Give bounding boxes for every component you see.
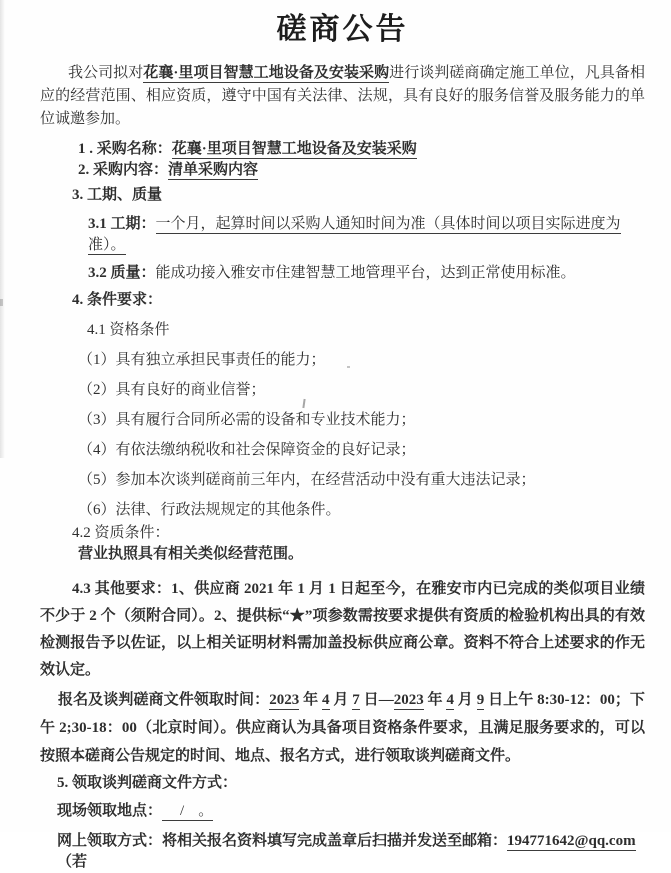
heading-duration-quality: 3. 工期、质量: [72, 187, 163, 203]
onsite-pickup-period: 。: [198, 803, 214, 819]
online-pickup-line: [57, 831, 645, 873]
quality-label: 3.2 质量：: [88, 265, 156, 281]
item-number: 1 .: [78, 141, 97, 157]
item-purchase-content: [78, 160, 645, 181]
registration-separator: 月: [453, 692, 477, 708]
online-pickup-label: 网上领取方式：: [57, 833, 163, 849]
qualification-item-6: （6）法律、行政法规规定的其他条件。: [78, 502, 341, 518]
qualification-item-5: （5）参加本次谈判磋商前三年内，在经营活动中没有重大违法记录；: [78, 472, 536, 488]
item-purchase-name: [78, 139, 645, 160]
online-pickup-suffix: （若: [57, 854, 88, 870]
purchase-content-value: 清单采购内容: [168, 162, 259, 178]
registration-paragraph: [40, 686, 645, 770]
purchase-content-label: 采购内容：: [93, 162, 169, 178]
duration-value: 一个月，起算时间以采购人通知时间为准（具体时间以项目实际进度为准）。: [88, 216, 621, 253]
registration-separator: 年: [299, 692, 322, 708]
registration-rest-text: 日上午 8:30-12：00；下午 2;30-18：00（北京时间）。供应商认为具备项目资格条件要求，且满足服务要求的，可以按照本磋商公告规定的时间、地点、报名方式，进行领取谈判磋商文件。: [40, 692, 645, 764]
qualification-item-2: （2）具有良好的商业信誉；: [78, 382, 266, 398]
qualification-item-4: （4）有依法缴纳税收和社会保障资金的良好记录；: [78, 442, 416, 458]
registration-day-end: 9: [476, 692, 485, 708]
intro-pre-text: 我公司拟对: [68, 65, 144, 81]
heading-conditions: 4. 条件要求：: [72, 292, 163, 308]
qualification-item-1: （1）具有独立承担民事责任的能力；: [78, 352, 326, 368]
heading-pickup-method: 5. 领取谈判磋商文件方式：: [57, 775, 238, 791]
online-pickup-text: 将相关报名资料填写完成盖章后扫描并发送至邮箱：: [162, 833, 508, 849]
scan-speck: [0, 299, 3, 306]
registration-label: 报名及谈判磋商文件领取时间：: [58, 692, 270, 708]
registration-day-start: 7: [352, 692, 360, 708]
qualification-item-3: （3）具有履行合同所必需的设备和专业技术能力；: [78, 412, 416, 428]
registration-year-start: 2023: [269, 692, 300, 708]
intro-paragraph: [40, 62, 645, 131]
quality-value: 能成功接入雅安市住建智慧工地管理平台，达到正常使用标准。: [155, 265, 576, 281]
aptitude-value: 营业执照具有相关类似经营范围。: [78, 546, 304, 562]
registration-separator: 日—: [359, 692, 394, 708]
online-pickup-email: 194771642@qq.com: [507, 833, 636, 849]
project-name: 花襄·里项目智慧工地设备及安装采购: [143, 65, 390, 81]
registration-separator: 月: [329, 692, 353, 708]
item-number: 2.: [78, 162, 93, 178]
onsite-pickup-line: [57, 801, 645, 822]
registration-year-end: 2023: [393, 692, 424, 708]
heading-qualification: 4.1 资格条件: [87, 322, 170, 338]
registration-separator: 年: [423, 692, 447, 708]
purchase-name-label: 采购名称：: [96, 141, 172, 157]
item-quality: [88, 263, 645, 284]
intro-post-text: 进行谈判磋商确定施工单位，凡具备相应的经营范围、相应资质，遵守中国有关法律、法规，具有良好的服务信誉及服务能力的单位诚邀参加。: [40, 65, 645, 127]
onsite-pickup-label: 现场领取地点：: [57, 803, 163, 819]
onsite-pickup-blank: /: [162, 803, 198, 821]
heading-aptitude: 4.2 资质条件：: [72, 525, 170, 541]
registration-month-end: 4: [446, 692, 454, 708]
duration-label: 3.1 工期：: [88, 216, 156, 232]
registration-month-start: 4: [322, 692, 330, 708]
other-requirements-paragraph: 4.3 其他要求：1、供应商 2021 年 1 月 1 日起至今，在雅安市内已完成的类似项目业绩不少于 2 个（须附合同）。2、提供标“★”项参数需按要求提供有资质的检验机构出具的有效检测报告予以佐证，以上相关证明材料需加盖投标供应商公章。资料不符合上述要求的作无效认定。: [40, 581, 645, 678]
item-duration: [88, 214, 645, 256]
purchase-name-value: 花襄·里项目智慧工地设备及安装采购: [171, 141, 417, 157]
document-title: 磋商公告: [276, 13, 409, 46]
